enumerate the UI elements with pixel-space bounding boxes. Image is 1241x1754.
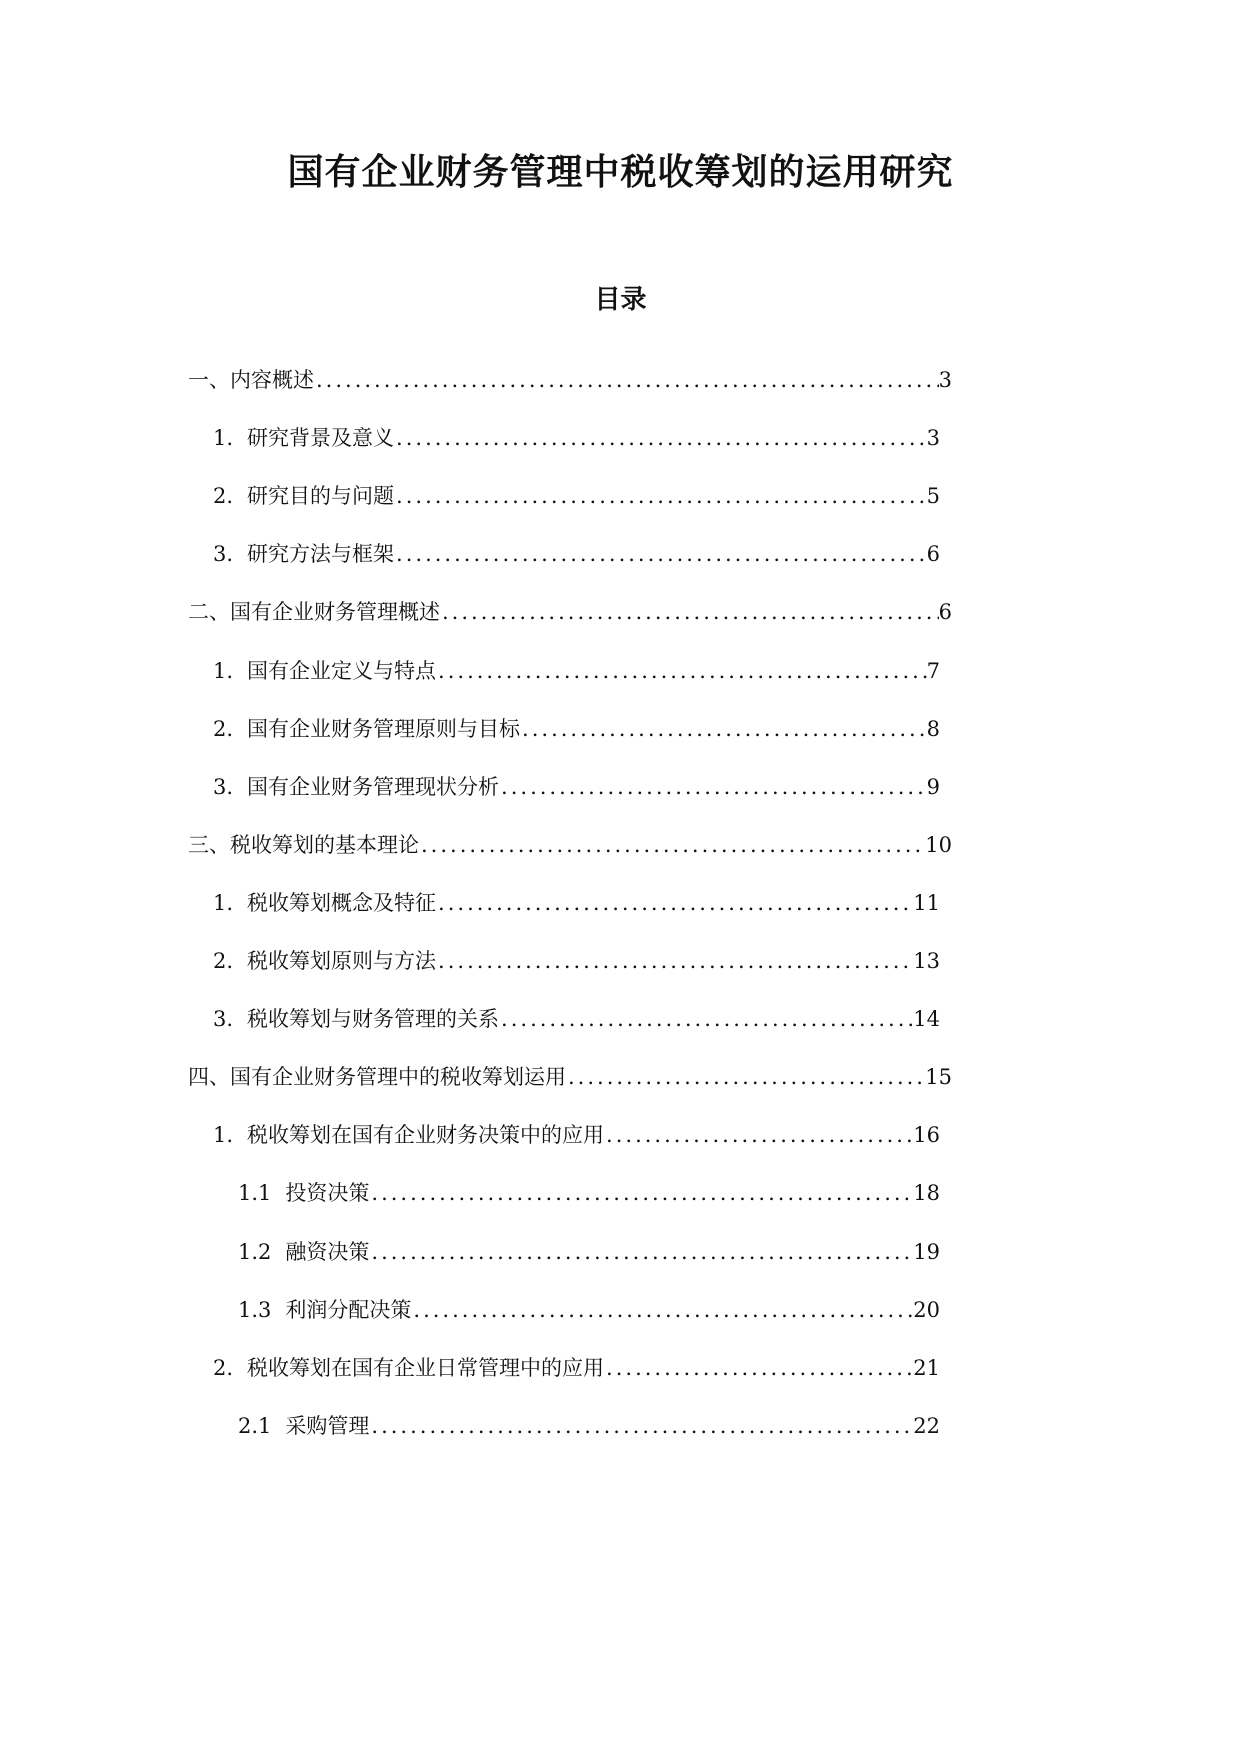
toc-dot-leader — [436, 943, 913, 979]
toc-entry-title: 税收筹划原则与方法 — [247, 949, 437, 973]
toc-entry-number: 二、 — [188, 600, 230, 624]
toc-entry-title: 国有企业定义与特点 — [247, 659, 437, 683]
toc-entry-title: 税收筹划与财务管理的关系 — [247, 1007, 500, 1031]
toc-entry-title: 税收筹划概念及特征 — [247, 891, 437, 915]
toc-dot-leader — [394, 478, 927, 514]
toc-entry-page-number: 13 — [913, 949, 940, 973]
toc-entry-page-number: 3 — [938, 368, 952, 392]
toc-entry[interactable] — [188, 362, 952, 398]
toc-entry[interactable] — [188, 594, 952, 630]
toc-entry[interactable] — [188, 1059, 952, 1095]
toc-entry-number: 2. — [213, 484, 234, 508]
toc-entry-title: 投资决策 — [285, 1181, 370, 1205]
toc-entry-page-number: 22 — [913, 1414, 940, 1438]
toc-entry-title: 税收筹划的基本理论 — [230, 833, 419, 857]
toc-entry-title: 利润分配决策 — [285, 1298, 412, 1322]
toc-entry-number: 2. — [213, 717, 234, 741]
toc-entry[interactable] — [213, 769, 940, 805]
toc-entry-number: 2.1 — [238, 1414, 272, 1438]
toc-entry[interactable] — [213, 420, 940, 456]
toc-entry-title: 国有企业财务管理概述 — [230, 600, 440, 624]
toc-entry-number: 1. — [213, 659, 234, 683]
toc-dot-leader — [419, 827, 925, 863]
toc-entry-page-number: 6 — [938, 600, 952, 624]
toc-dot-leader — [440, 594, 939, 630]
toc-entry-number: 2. — [213, 949, 234, 973]
toc-entry-title: 国有企业财务管理中的税收筹划运用 — [230, 1065, 566, 1089]
toc-entry-page-number: 3 — [926, 426, 940, 450]
toc-entry-page-number: 7 — [926, 659, 940, 683]
toc-entry-page-number: 18 — [913, 1181, 940, 1205]
toc-entry-page-number: 9 — [926, 775, 940, 799]
toc-heading: 目录 — [594, 285, 647, 315]
toc-entry-number: 1. — [213, 891, 234, 915]
toc-dot-leader — [499, 1001, 913, 1037]
toc-entry[interactable] — [238, 1234, 940, 1270]
toc-entry-page-number: 8 — [926, 717, 940, 741]
toc-entry-page-number: 21 — [913, 1356, 940, 1380]
toc-entry-number: 2. — [213, 1356, 234, 1380]
toc-dot-leader — [436, 653, 927, 689]
toc-entry[interactable] — [238, 1175, 940, 1211]
toc-entry-title: 研究目的与问题 — [247, 484, 395, 508]
toc-entry-number: 1.2 — [238, 1240, 272, 1264]
toc-dot-leader — [369, 1175, 913, 1211]
toc-entry[interactable] — [213, 943, 940, 979]
toc-entry-title: 税收筹划在国有企业财务决策中的应用 — [247, 1123, 605, 1147]
toc-entry[interactable] — [213, 1001, 940, 1037]
toc-dot-leader — [394, 420, 927, 456]
toc-entry-title: 税收筹划在国有企业日常管理中的应用 — [247, 1356, 605, 1380]
toc-dot-leader — [411, 1292, 913, 1328]
toc-entry-page-number: 15 — [925, 1065, 952, 1089]
toc-entry-number: 3. — [213, 1007, 234, 1031]
toc-entry[interactable] — [213, 1350, 940, 1386]
toc-entry-number: 1. — [213, 426, 234, 450]
toc-entry-title: 国有企业财务管理原则与目标 — [247, 717, 521, 741]
toc-entry-page-number: 14 — [913, 1007, 940, 1031]
toc-dot-leader — [520, 711, 927, 747]
toc-entry[interactable] — [213, 536, 940, 572]
toc-entry-title: 内容概述 — [230, 368, 314, 392]
toc-entry[interactable] — [213, 478, 940, 514]
toc-entry[interactable] — [238, 1292, 940, 1328]
toc-entry-title: 融资决策 — [285, 1240, 370, 1264]
toc-entry[interactable] — [213, 1117, 940, 1153]
toc-dot-leader — [314, 362, 939, 398]
toc-entry-title: 研究方法与框架 — [247, 542, 395, 566]
toc-entry-number: 3. — [213, 775, 234, 799]
toc-entry-number: 四、 — [188, 1065, 230, 1089]
toc-entry-page-number: 5 — [926, 484, 940, 508]
toc-entry-page-number: 10 — [925, 833, 952, 857]
toc-dot-leader — [604, 1117, 913, 1153]
toc-dot-leader — [499, 769, 927, 805]
toc-dot-leader — [604, 1350, 913, 1386]
toc-entry[interactable] — [238, 1408, 940, 1444]
toc-entry-number: 三、 — [188, 833, 230, 857]
toc-dot-leader — [394, 536, 927, 572]
toc-entry-title: 采购管理 — [285, 1414, 370, 1438]
toc-entry-number: 1. — [213, 1123, 234, 1147]
toc-entry[interactable] — [213, 653, 940, 689]
toc-entry[interactable] — [188, 827, 952, 863]
toc-entry-page-number: 16 — [913, 1123, 940, 1147]
toc-entry-number: 1.1 — [238, 1181, 272, 1205]
toc-entry[interactable] — [213, 885, 940, 921]
toc-entry[interactable] — [213, 711, 940, 747]
toc-entry-page-number: 19 — [913, 1240, 940, 1264]
toc-entry-page-number: 6 — [926, 542, 940, 566]
toc-dot-leader — [436, 885, 913, 921]
toc-dot-leader — [369, 1408, 913, 1444]
toc-entry-title: 国有企业财务管理现状分析 — [247, 775, 500, 799]
toc-entry-number: 3. — [213, 542, 234, 566]
toc-entry-number: 1.3 — [238, 1298, 272, 1322]
toc-dot-leader — [369, 1234, 913, 1270]
toc-entry-number: 一、 — [188, 368, 230, 392]
toc-entry-title: 研究背景及意义 — [247, 426, 395, 450]
toc-entry-page-number: 20 — [913, 1298, 940, 1322]
toc-entry-page-number: 11 — [913, 891, 940, 915]
document-title: 国有企业财务管理中税收筹划的运用研究 — [287, 151, 954, 193]
toc-dot-leader — [566, 1059, 925, 1095]
